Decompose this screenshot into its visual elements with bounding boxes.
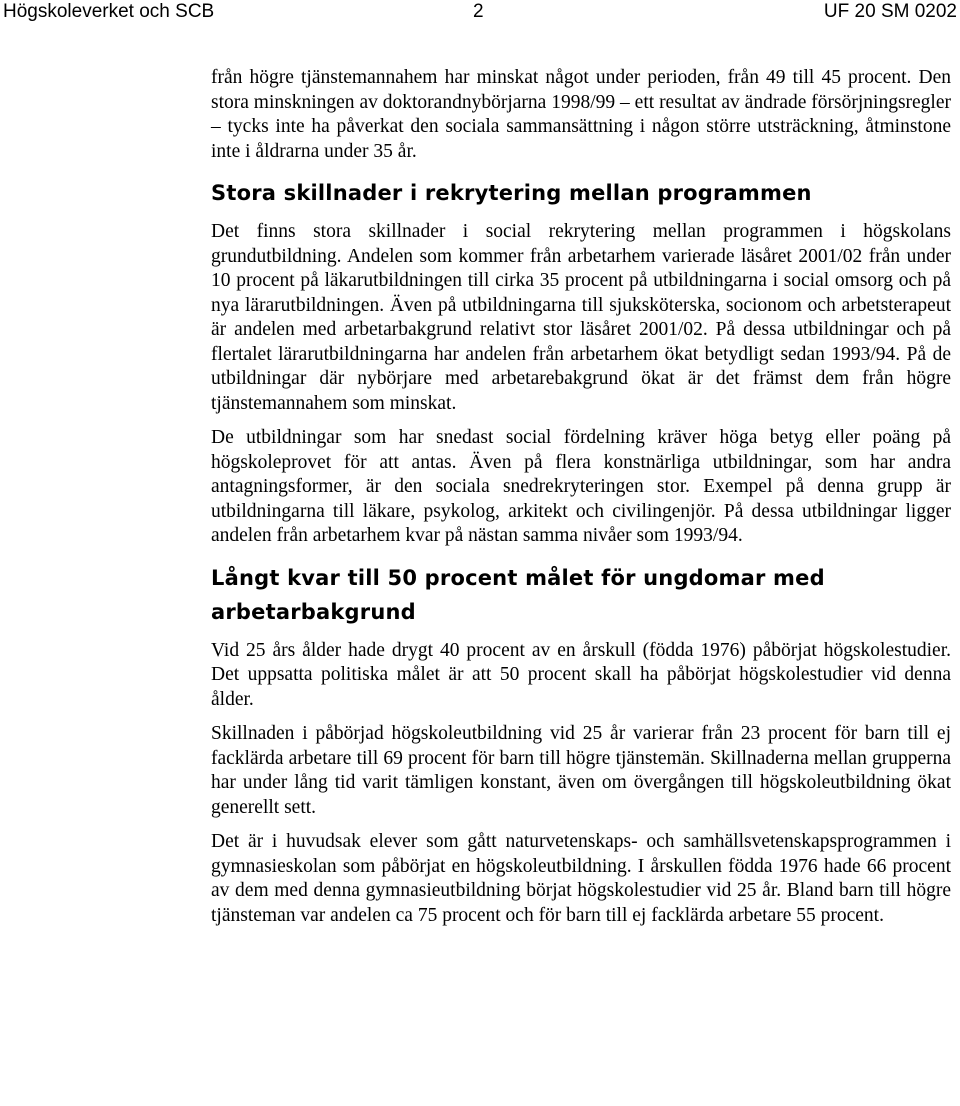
- paragraph-paborjad: Skillnaden i påbörjad högskoleutbildning vid 25 år varierar från 23 procent för barn till ej facklärda arbetare till 69 procent för barn till högre tjänstemän. Skillnaderna mellan grupperna har under lång tid varit tämligen konstant, även om övergången till högskoleutbildning ökat generellt sett.: [211, 723, 951, 818]
- paragraph-gymnasieskolan: Det är i huvudsak elever som gått naturvetenskaps- och samhällsvetenskapsprogrammen i gymnasieskolan som påbörjat en högskoleutbildning. I årskullen födda 1976 hade 66 procent av dem med denna gymnasieutbildning börjat högskolestudier vid 25 år. Bland barn till högre tjänsteman var andelen ca 75 procent och för barn till ej facklärda arbetare 55 procent.: [211, 831, 951, 926]
- page-header: [0, 0, 960, 28]
- paragraph-snedast: De utbildningar som har snedast social fördelning kräver höga betyg eller poäng på högskoleprovet för att antas. Även på flera konstnärliga utbildningar, som har andra antagningsformer, är den sociala snedrekryteringen stor. Exempel på denna grupp är utbildningarna till läkare, psykolog, arkitekt och civilingenjör. På dessa utbildningar ligger andelen från arbetarhem kvar på nästan samma nivåer som 1993/94.: [211, 427, 951, 546]
- header-page-number: 2: [473, 1, 484, 22]
- document-body: [211, 66, 951, 928]
- header-publisher: Högskoleverket och SCB: [3, 1, 215, 22]
- section-heading-rekrytering: Stora skillnader i rekrytering mellan programmen: [211, 181, 812, 205]
- paragraph-intro: från högre tjänstemannahem har minskat något under perioden, från 49 till 45 procent. Den stora minskningen av doktorandnybörjarna 1998/99 – ett resultat av ändrade försörjningsregler – tycks inte ha påverkat den sociala sammansättning i någon större utsträckning, åtminstone inte i åldrarna under 35 år.: [211, 67, 951, 162]
- section-heading-malet: Långt kvar till 50 procent målet för ungdomar med arbetarbakgrund: [211, 565, 825, 624]
- header-report-id: UF 20 SM 0202: [823, 1, 957, 22]
- paragraph-25-ars-alder: Vid 25 års ålder hade drygt 40 procent av en årskull (födda 1976) påbörjat högskolestudier. Det uppsatta politiska målet är att 50 procent skall ha påbörjat högskolestudier vid denna ålder.: [211, 639, 951, 710]
- paragraph-skillnader: Det finns stora skillnader i social rekrytering mellan programmen i högskolans grundutbildning. Andelen som kommer från arbetarhem varierade läsåret 2001/02 från under 10 procent på läkarutbildningen till cirka 35 procent på utbildningarna i social omsorg och på nya lärarutbildningen. Även på utbildningarna till sjuksköterska, socionom och arbetsterapeut är andelen med arbetarbakgrund relativt stor läsåret 2001/02. På dessa utbildningar och på flertalet lärarutbildningarna har andelen från arbetarhem ökat betydligt sedan 1993/94. På de utbildningar där nybörjare med arbetarebakgrund ökat är det främst dem från högre tjänstemannahem som minskat.: [211, 221, 951, 414]
